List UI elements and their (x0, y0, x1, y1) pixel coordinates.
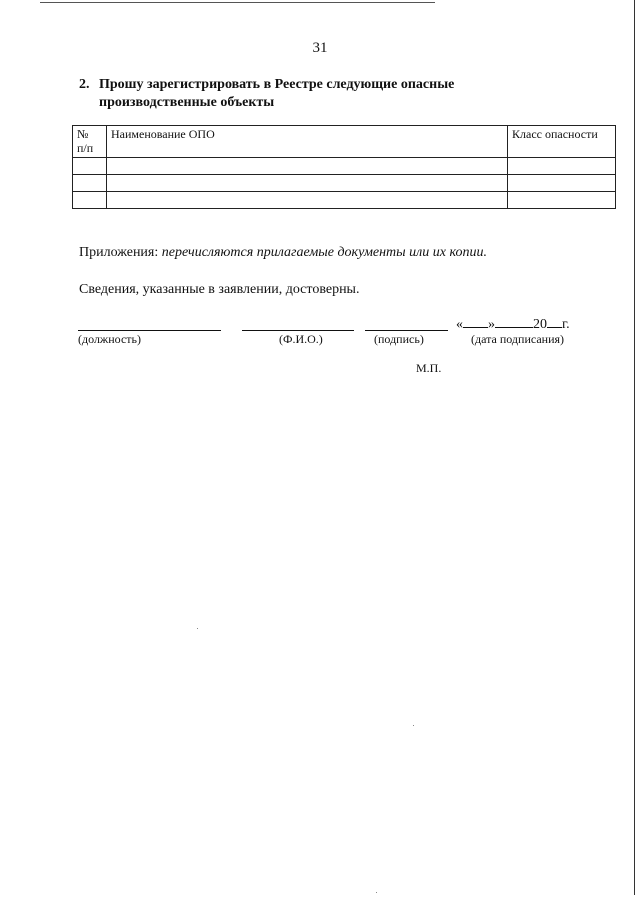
position-label: (должность) (78, 332, 141, 346)
table-header-row (73, 126, 616, 158)
table-row (73, 192, 616, 209)
cell-name[interactable] (107, 158, 508, 175)
scan-speck (197, 628, 198, 629)
cell-num[interactable] (73, 175, 107, 192)
cell-hazard-class[interactable] (508, 175, 616, 192)
cell-num[interactable] (73, 192, 107, 209)
header-num-line2: п/п (77, 141, 94, 155)
page-number: 31 (312, 40, 328, 56)
header-hazard-class: Класс опасности (508, 126, 616, 158)
header-num (73, 126, 107, 158)
signature-label: (подпись) (374, 332, 424, 346)
cell-name[interactable] (107, 175, 508, 192)
fio-label: (Ф.И.О.) (279, 332, 323, 346)
attachments-line (79, 245, 487, 261)
fio-blank-line[interactable] (242, 330, 354, 331)
date-open-quote: « (456, 317, 463, 332)
table-row (73, 158, 616, 175)
section-number: 2. (79, 77, 90, 92)
date-close-quote: » (488, 317, 495, 332)
signature-blank-line[interactable] (365, 330, 448, 331)
position-blank-line[interactable] (78, 330, 221, 331)
year-blank[interactable] (547, 314, 562, 328)
date-year-suffix: г. (562, 317, 570, 332)
day-blank[interactable] (463, 314, 488, 328)
attachments-text: перечисляются прилагаемые документы или их копии. (161, 245, 487, 260)
section-title-line1: Прошу зарегистрировать в Реестре следующие опасные (99, 77, 455, 92)
header-num-line1: № (77, 127, 89, 141)
section-title-line2: производственные объекты (99, 95, 275, 110)
table-row (73, 175, 616, 192)
stamp-label: М.П. (416, 361, 442, 375)
scan-speck (413, 725, 414, 726)
section-heading (79, 76, 454, 112)
scan-edge-top (40, 2, 435, 3)
cell-hazard-class[interactable] (508, 158, 616, 175)
scan-edge-right (634, 0, 635, 895)
opo-table (72, 125, 616, 209)
cell-name[interactable] (107, 192, 508, 209)
section-heading-line1 (79, 76, 454, 94)
date-year-prefix: 20 (533, 317, 547, 332)
scan-speck (376, 892, 377, 893)
month-blank[interactable] (495, 314, 533, 328)
date-field (456, 314, 570, 333)
header-name: Наименование ОПО (107, 126, 508, 158)
attachments-label: Приложения: (79, 245, 159, 260)
cell-hazard-class[interactable] (508, 192, 616, 209)
cell-num[interactable] (73, 158, 107, 175)
date-label: (дата подписания) (471, 332, 565, 346)
certification-statement: Сведения, указанные в заявлении, достоверны. (79, 282, 360, 297)
